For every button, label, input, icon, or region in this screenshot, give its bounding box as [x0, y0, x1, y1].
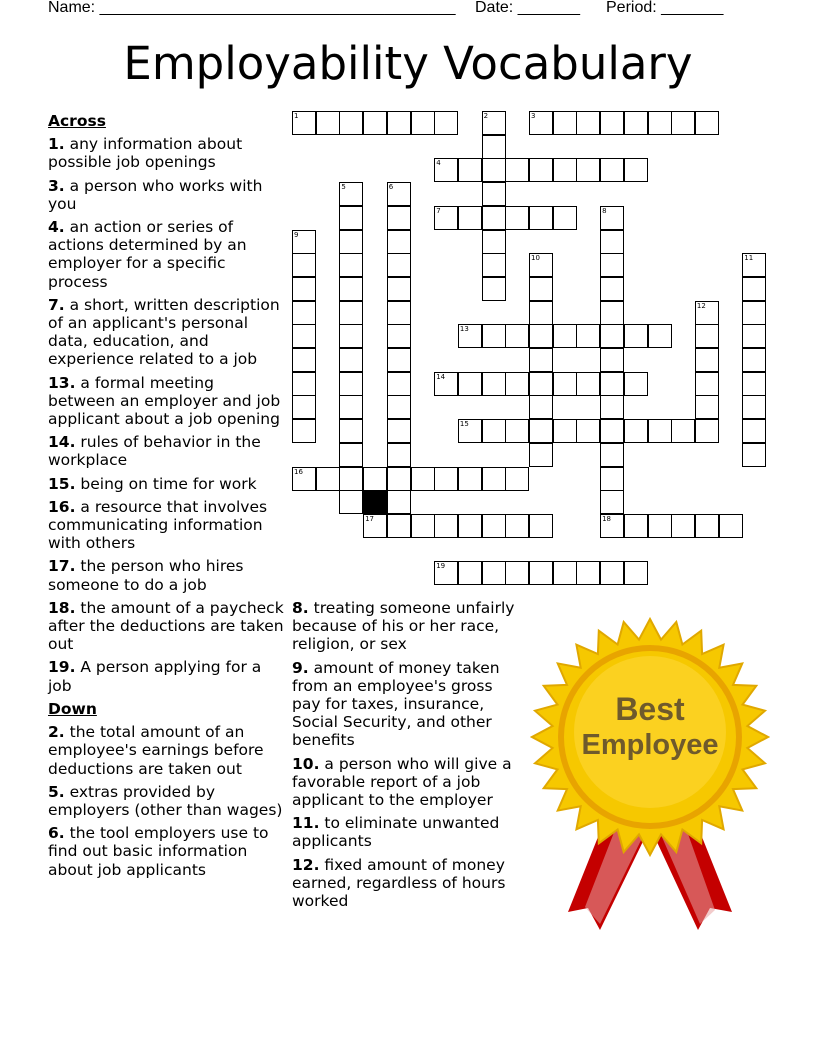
grid-cell[interactable]	[387, 443, 411, 467]
clue-text: an action or series of actions determined by an employer for a specific process	[48, 218, 247, 291]
date-field[interactable]: Date: _______	[475, 0, 580, 16]
grid-cell[interactable]	[576, 419, 600, 443]
clue-text: treating someone unfairly because of his or her race, religion, or sex	[292, 599, 515, 654]
clue-item	[292, 856, 522, 911]
grid-cell[interactable]	[482, 182, 506, 206]
grid-cell[interactable]	[695, 301, 719, 325]
cell-number: 1	[294, 112, 299, 120]
clues-right-column	[292, 599, 522, 915]
clue-text: rules of behavior in the workplace	[48, 433, 261, 470]
grid-cell[interactable]	[387, 490, 411, 514]
grid-cell[interactable]	[553, 111, 577, 135]
grid-cell[interactable]	[648, 111, 672, 135]
clues-left-column	[48, 112, 284, 884]
grid-cell[interactable]	[600, 419, 624, 443]
grid-cell[interactable]	[339, 324, 363, 348]
grid-cell[interactable]	[292, 419, 316, 443]
clue-number: 17.	[48, 557, 76, 576]
clue-item	[48, 658, 284, 694]
clue-number: 14.	[48, 433, 76, 452]
grid-cell[interactable]	[600, 111, 624, 135]
grid-cell[interactable]	[576, 372, 600, 396]
period-field[interactable]: Period: _______	[606, 0, 724, 16]
clue-item	[292, 599, 522, 654]
grid-cell[interactable]	[695, 324, 719, 348]
grid-cell[interactable]	[482, 514, 506, 538]
grid-cell[interactable]	[742, 443, 766, 467]
grid-cell[interactable]	[505, 158, 529, 182]
grid-cell[interactable]	[339, 277, 363, 301]
grid-cell[interactable]	[387, 372, 411, 396]
clue-number: 12.	[292, 855, 320, 874]
grid-cell[interactable]	[576, 111, 600, 135]
grid-cell[interactable]	[600, 253, 624, 277]
grid-cell[interactable]	[387, 253, 411, 277]
cell-number: 7	[436, 206, 441, 215]
grid-cell[interactable]	[339, 253, 363, 277]
grid-cell[interactable]	[671, 419, 695, 443]
grid-cell[interactable]	[671, 111, 695, 135]
cell-number: 17	[365, 514, 375, 523]
cell-number: 10	[531, 254, 540, 263]
grid-cell[interactable]	[624, 561, 648, 585]
grid-cell[interactable]	[316, 467, 340, 491]
grid-cell[interactable]	[553, 158, 577, 182]
clue-text: extras provided by employers (other than wages)	[48, 782, 283, 819]
clue-item	[48, 599, 284, 654]
grid-cell[interactable]	[671, 514, 695, 538]
grid-cell[interactable]	[576, 561, 600, 585]
grid-cell[interactable]	[482, 372, 506, 396]
grid-cell[interactable]	[624, 324, 648, 348]
grid-black-cell	[363, 490, 387, 514]
grid-cell[interactable]	[553, 419, 577, 443]
grid-cell[interactable]	[363, 111, 387, 135]
grid-cell[interactable]	[339, 443, 363, 467]
grid-cell[interactable]	[411, 467, 435, 491]
cell-number: 16	[294, 467, 303, 476]
grid-cell[interactable]	[742, 277, 766, 301]
grid-cell[interactable]	[600, 514, 624, 538]
clue-item	[48, 498, 284, 553]
grid-cell[interactable]	[553, 372, 577, 396]
cell-number: 4	[436, 159, 441, 168]
down-heading: Down	[48, 699, 97, 718]
grid-cell[interactable]	[458, 324, 482, 348]
clue-number: 7.	[48, 295, 65, 314]
clue-number: 6.	[48, 824, 65, 843]
grid-cell[interactable]	[458, 206, 482, 230]
clue-text: a person who will give a favorable report of a job applicant to the employer	[292, 754, 512, 810]
grid-cell[interactable]	[695, 348, 719, 372]
grid-cell[interactable]	[387, 467, 411, 491]
clue-number: 9.	[292, 658, 309, 677]
grid-cell[interactable]	[339, 372, 363, 396]
grid-cell[interactable]	[695, 111, 719, 135]
clue-number: 8.	[292, 599, 309, 617]
grid-cell[interactable]	[505, 372, 529, 396]
grid-cell[interactable]	[387, 230, 411, 254]
clue-item	[48, 135, 284, 171]
grid-cell[interactable]	[505, 419, 529, 443]
grid-cell[interactable]	[576, 324, 600, 348]
grid-cell[interactable]	[292, 372, 316, 396]
clue-number: 18.	[48, 598, 76, 617]
clue-number: 1.	[48, 135, 65, 154]
grid-cell[interactable]	[600, 277, 624, 301]
grid-cell[interactable]	[529, 206, 553, 230]
grid-cell[interactable]	[529, 348, 553, 372]
grid-cell[interactable]	[339, 206, 363, 230]
clue-item	[292, 755, 522, 810]
grid-cell[interactable]	[482, 135, 506, 159]
grid-cell[interactable]	[600, 395, 624, 419]
clue-number: 15.	[48, 474, 76, 493]
clue-item	[48, 177, 284, 213]
across-heading: Across	[48, 112, 106, 130]
grid-cell[interactable]	[505, 324, 529, 348]
cell-number: 14	[436, 372, 446, 381]
clue-text: a formal meeting between an employer and job applicant about a job opening	[48, 373, 281, 429]
clue-item	[48, 296, 284, 369]
grid-cell[interactable]	[387, 348, 411, 372]
grid-cell[interactable]	[695, 372, 719, 396]
clue-item	[48, 557, 284, 593]
grid-cell[interactable]	[600, 348, 624, 372]
grid-cell[interactable]	[387, 277, 411, 301]
grid-cell[interactable]	[600, 324, 624, 348]
grid-cell[interactable]	[363, 514, 387, 538]
grid-cell[interactable]	[339, 467, 363, 491]
clue-text: any information about possible job openings	[48, 135, 243, 172]
cell-number: 8	[602, 206, 607, 215]
grid-cell[interactable]	[600, 561, 624, 585]
grid-cell[interactable]	[600, 158, 624, 182]
down-clue-list-continued	[292, 599, 522, 910]
clue-text: amount of money taken from an employee's gross pay for taxes, insurance, Social Security, and other benefits	[292, 658, 500, 750]
grid-cell[interactable]	[600, 490, 624, 514]
grid-cell[interactable]	[339, 230, 363, 254]
header	[48, 0, 788, 24]
clue-item	[48, 218, 284, 291]
grid-cell[interactable]	[742, 324, 766, 348]
clue-text: A person applying for a job	[48, 658, 262, 695]
cell-number: 5	[341, 183, 346, 192]
grid-cell[interactable]	[742, 253, 766, 277]
cell-number: 9	[294, 230, 299, 239]
grid-cell[interactable]	[482, 253, 506, 277]
grid-cell[interactable]	[387, 301, 411, 325]
grid-cell[interactable]	[292, 230, 316, 254]
grid-cell[interactable]	[434, 111, 458, 135]
grid-cell[interactable]	[553, 206, 577, 230]
grid-cell[interactable]	[316, 111, 340, 135]
clue-text: the tool employers use to find out basic information about job applicants	[48, 824, 269, 879]
grid-cell[interactable]	[529, 253, 553, 277]
cell-number: 3	[531, 112, 536, 120]
grid-cell[interactable]	[624, 419, 648, 443]
grid-cell[interactable]	[434, 372, 458, 396]
grid-cell[interactable]	[600, 467, 624, 491]
grid-cell[interactable]	[553, 561, 577, 585]
clue-number: 4.	[48, 218, 65, 237]
name-field[interactable]: Name: ________________________________________	[48, 0, 456, 16]
grid-cell[interactable]	[339, 419, 363, 443]
clue-number: 11.	[292, 814, 320, 833]
grid-cell[interactable]	[576, 158, 600, 182]
clue-number: 10.	[292, 754, 320, 773]
grid-cell[interactable]	[695, 419, 719, 443]
clue-text: a resource that involves communicating information with others	[48, 497, 268, 553]
grid-cell[interactable]	[648, 324, 672, 348]
cell-number: 12	[696, 301, 706, 310]
clue-text: to eliminate unwanted applicants	[292, 814, 500, 851]
grid-cell[interactable]	[482, 206, 506, 230]
grid-cell[interactable]	[529, 443, 553, 467]
grid-cell[interactable]	[482, 158, 506, 182]
clue-number: 3.	[48, 176, 65, 195]
grid-cell[interactable]	[600, 372, 624, 396]
cell-number: 11	[744, 254, 754, 263]
clue-item	[48, 783, 284, 819]
grid-cell[interactable]	[529, 372, 553, 396]
clue-text: being on time for work	[75, 474, 257, 493]
grid-cell[interactable]	[482, 324, 506, 348]
grid-cell[interactable]	[434, 514, 458, 538]
grid-cell[interactable]	[339, 301, 363, 325]
grid-cell[interactable]	[387, 324, 411, 348]
grid-cell[interactable]	[482, 277, 506, 301]
grid-cell[interactable]	[529, 324, 553, 348]
cell-number: 6	[388, 183, 394, 192]
grid-cell[interactable]	[411, 111, 435, 135]
grid-cell[interactable]	[292, 324, 316, 348]
grid-cell[interactable]	[387, 419, 411, 443]
grid-cell[interactable]	[529, 277, 553, 301]
clue-text: a short, written description of an applicant's personal data, education, and experience related to a job	[48, 295, 280, 369]
grid-cell[interactable]	[339, 395, 363, 419]
grid-cell[interactable]	[742, 348, 766, 372]
grid-cell[interactable]	[648, 514, 672, 538]
grid-cell[interactable]	[339, 182, 363, 206]
grid-cell[interactable]	[458, 467, 482, 491]
grid-cell[interactable]	[292, 253, 316, 277]
clue-item	[48, 433, 284, 469]
grid-cell[interactable]	[505, 561, 529, 585]
grid-cell[interactable]	[292, 395, 316, 419]
clue-item	[48, 723, 284, 778]
grid-cell[interactable]	[624, 158, 648, 182]
grid-cell[interactable]	[387, 182, 411, 206]
grid-cell[interactable]	[553, 324, 577, 348]
grid-cell[interactable]	[505, 514, 529, 538]
grid-cell[interactable]	[624, 111, 648, 135]
grid-cell[interactable]	[339, 490, 363, 514]
cell-number: 15	[459, 420, 469, 429]
grid-cell[interactable]	[742, 301, 766, 325]
grid-cell[interactable]	[434, 561, 458, 585]
grid-cell[interactable]	[387, 395, 411, 419]
clue-text: fixed amount of money earned, regardless of hours worked	[292, 855, 506, 911]
grid-cell[interactable]	[600, 230, 624, 254]
grid-cell[interactable]	[434, 158, 458, 182]
grid-cell[interactable]	[529, 395, 553, 419]
grid-cell[interactable]	[339, 348, 363, 372]
cell-number: 19	[436, 562, 446, 571]
grid-cell[interactable]	[529, 419, 553, 443]
grid-cell[interactable]	[458, 158, 482, 182]
cell-number: 13	[459, 325, 469, 334]
grid-cell[interactable]	[600, 301, 624, 325]
clue-item	[48, 374, 284, 429]
grid-cell[interactable]	[292, 348, 316, 372]
grid-cell[interactable]	[648, 419, 672, 443]
clue-item	[48, 824, 284, 879]
grid-cell[interactable]	[434, 467, 458, 491]
clue-number: 16.	[48, 497, 76, 516]
grid-cell[interactable]	[458, 514, 482, 538]
grid-cell[interactable]	[363, 467, 387, 491]
grid-cell[interactable]	[292, 467, 316, 491]
grid-cell[interactable]	[482, 419, 506, 443]
grid-cell[interactable]	[600, 206, 624, 230]
clue-text: the person who hires someone to do a job	[48, 557, 244, 594]
grid-cell[interactable]	[719, 514, 743, 538]
grid-cell[interactable]	[292, 111, 316, 135]
grid-cell[interactable]	[482, 561, 506, 585]
grid-cell[interactable]	[482, 111, 506, 135]
grid-cell[interactable]	[458, 561, 482, 585]
clue-number: 19.	[48, 658, 76, 677]
grid-cell[interactable]	[458, 419, 482, 443]
grid-cell[interactable]	[529, 514, 553, 538]
grid-cell[interactable]	[482, 467, 506, 491]
grid-cell[interactable]	[505, 467, 529, 491]
grid-cell[interactable]	[742, 395, 766, 419]
grid-cell[interactable]	[742, 419, 766, 443]
grid-cell[interactable]	[742, 372, 766, 396]
grid-cell[interactable]	[411, 514, 435, 538]
grid-cell[interactable]	[387, 111, 411, 135]
badge-line2: Employee	[581, 729, 719, 761]
cell-number: 2	[483, 112, 489, 120]
down-clue-list	[48, 723, 284, 879]
cell-number: 18	[602, 514, 612, 523]
grid-cell[interactable]	[624, 372, 648, 396]
grid-cell[interactable]	[529, 301, 553, 325]
grid-cell[interactable]	[387, 514, 411, 538]
across-clue-list	[48, 135, 284, 695]
clue-number: 2.	[48, 723, 65, 742]
clue-number: 13.	[48, 373, 76, 392]
clue-text: the amount of a paycheck after the deductions are taken out	[48, 598, 284, 654]
grid-cell[interactable]	[482, 230, 506, 254]
grid-cell[interactable]	[529, 158, 553, 182]
grid-cell[interactable]	[695, 514, 719, 538]
grid-cell[interactable]	[387, 206, 411, 230]
grid-cell[interactable]	[292, 301, 316, 325]
grid-cell[interactable]	[529, 111, 553, 135]
clue-item	[292, 659, 522, 750]
clue-number: 5.	[48, 782, 65, 801]
grid-cell[interactable]	[624, 514, 648, 538]
best-employee-badge-icon	[530, 612, 770, 942]
grid-cell[interactable]	[695, 395, 719, 419]
grid-cell[interactable]	[292, 277, 316, 301]
grid-cell[interactable]	[434, 206, 458, 230]
clue-text: the total amount of an employee's earnings before deductions are taken out	[48, 723, 264, 778]
grid-cell[interactable]	[529, 561, 553, 585]
badge-line1: Best	[615, 691, 685, 727]
clue-item	[48, 475, 284, 493]
clue-item	[292, 814, 522, 850]
page-title: Employability Vocabulary	[123, 37, 693, 90]
grid-cell[interactable]	[339, 111, 363, 135]
grid-cell[interactable]	[505, 206, 529, 230]
clue-text: a person who works with you	[48, 176, 263, 213]
grid-cell[interactable]	[458, 372, 482, 396]
grid-cell[interactable]	[600, 443, 624, 467]
